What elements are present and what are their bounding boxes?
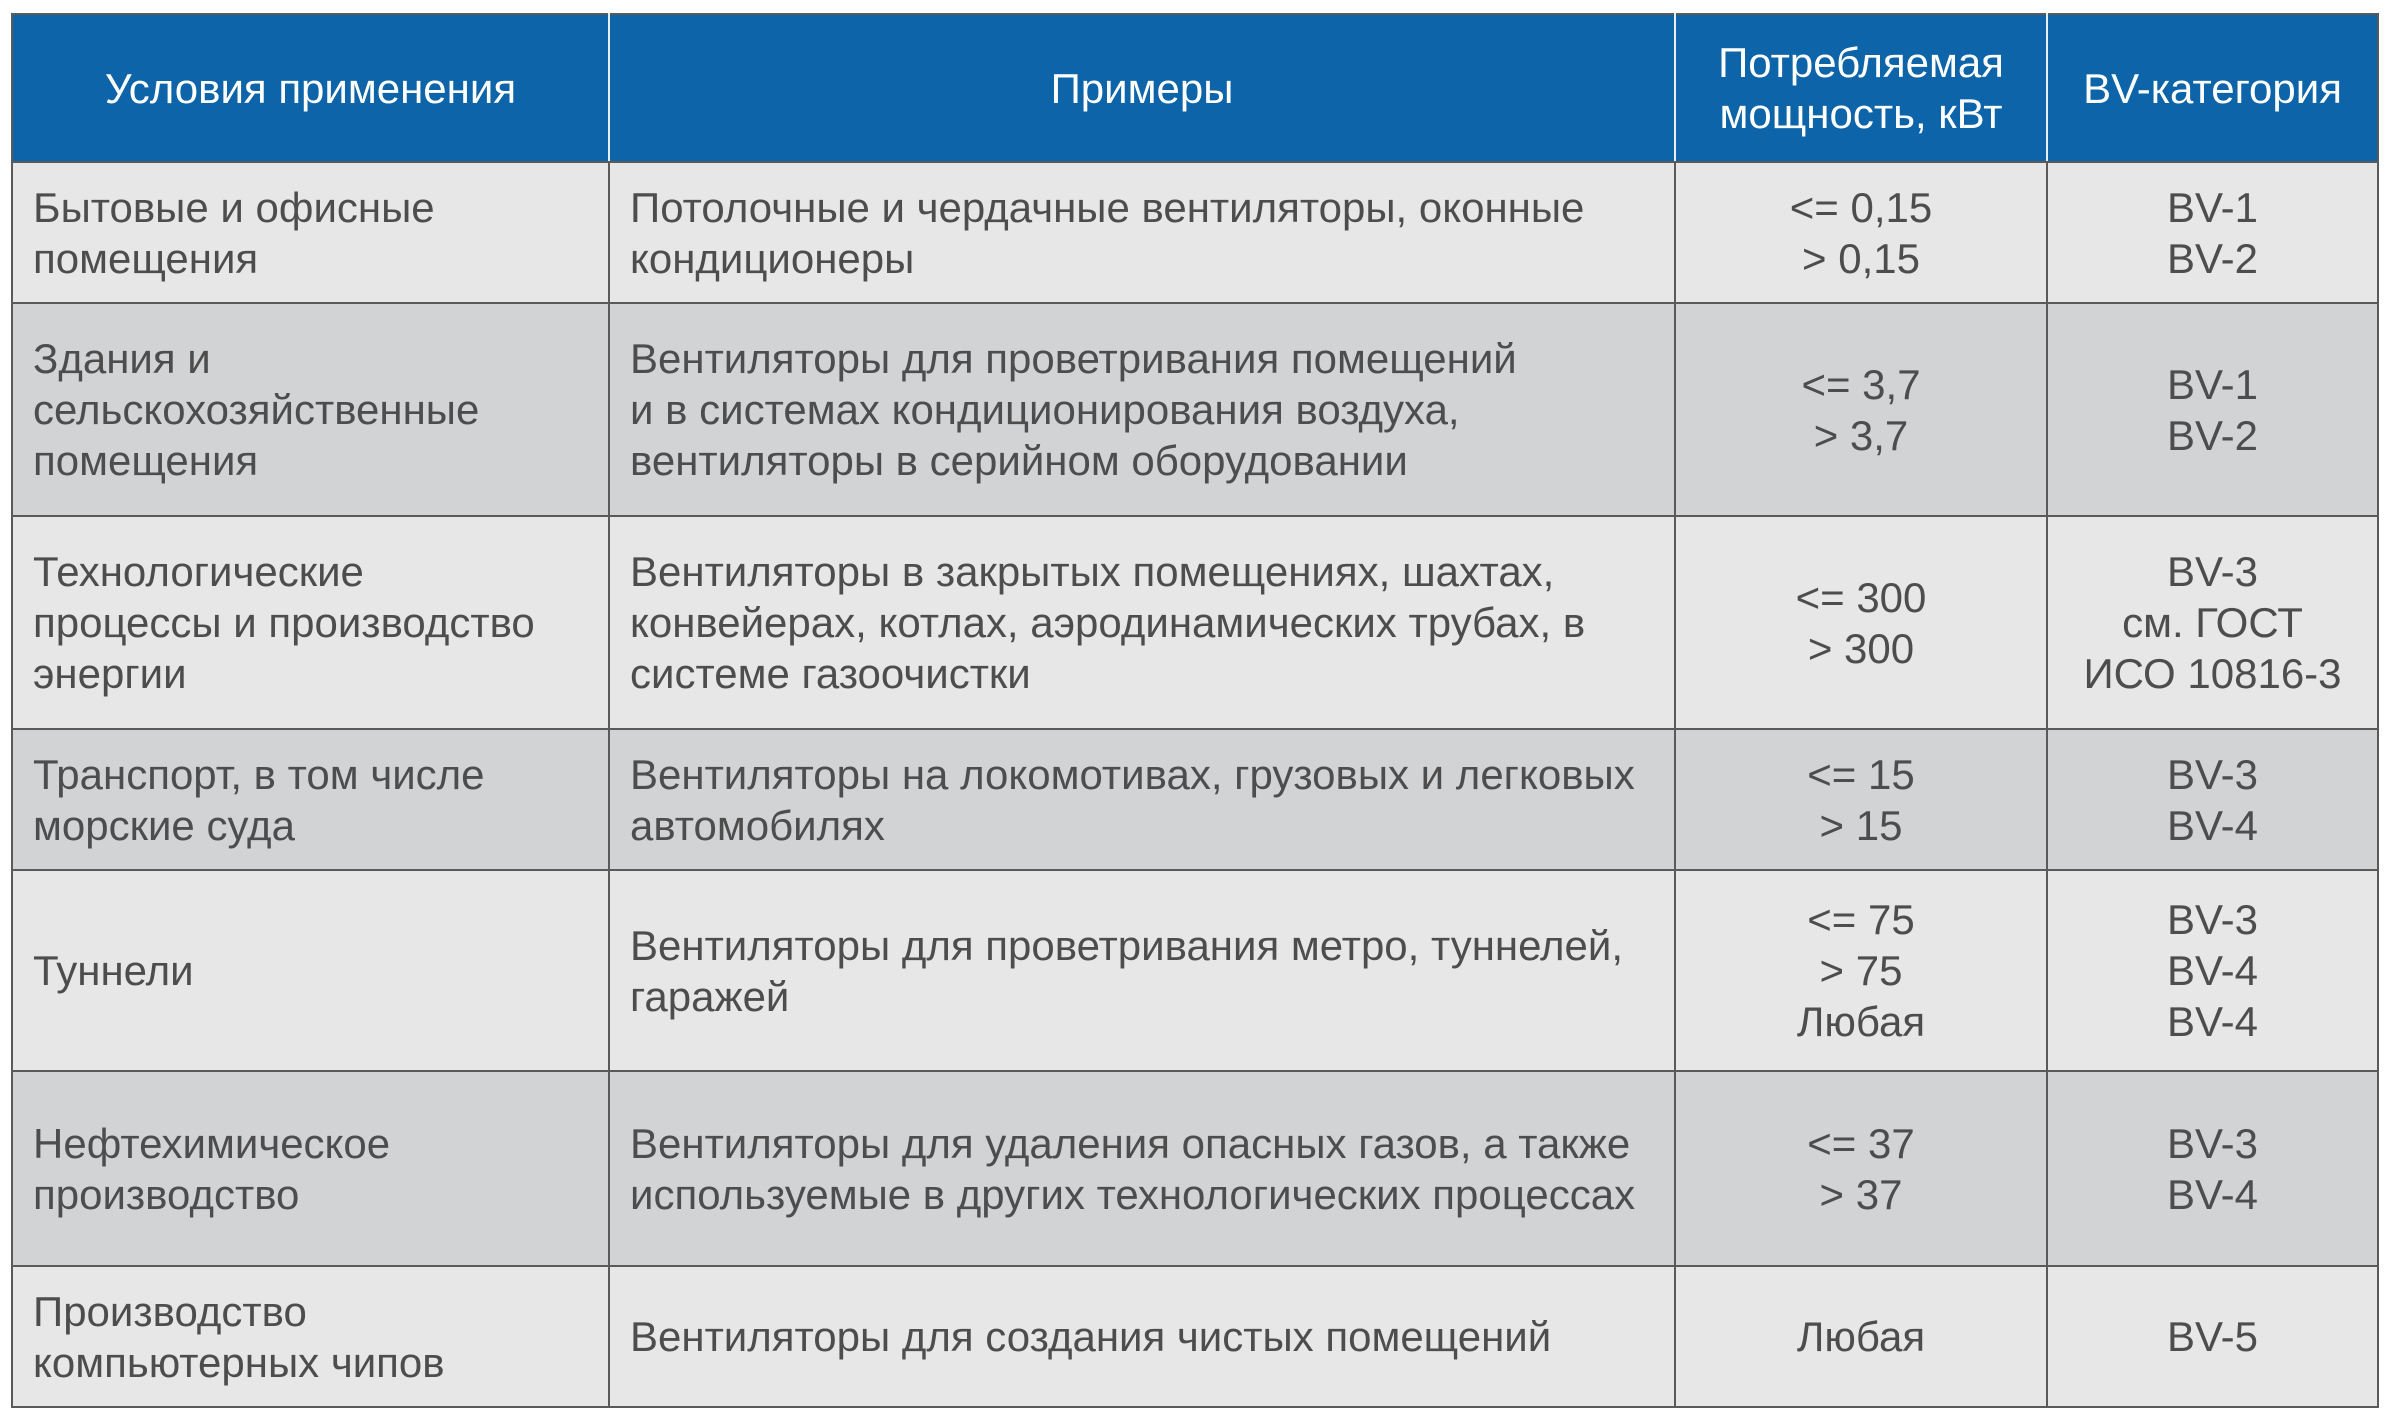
power-cell bbox=[1675, 1071, 2047, 1266]
examples-cell bbox=[609, 1071, 1675, 1266]
condition-line: компьютерных чипов bbox=[33, 1338, 445, 1386]
table-row bbox=[12, 870, 2378, 1071]
examples-cell bbox=[609, 516, 1675, 729]
examples-line: и в системах кондиционирования воздуха, bbox=[630, 386, 1460, 433]
condition-cell bbox=[12, 729, 609, 870]
condition-line: Туннели bbox=[33, 947, 194, 994]
power-line: <= 3,7 bbox=[1801, 360, 1921, 408]
power-line: <= 15 bbox=[1807, 750, 1915, 798]
category-cell bbox=[2047, 516, 2378, 729]
category-line: BV-4 bbox=[2166, 801, 2259, 849]
table-row bbox=[12, 1071, 2378, 1266]
header-category: BV-категория bbox=[2047, 14, 2378, 162]
power-line: <= 0,15 bbox=[1789, 183, 1933, 231]
category-line: BV-3 bbox=[2166, 896, 2259, 943]
power-line: > 15 bbox=[1819, 801, 1903, 849]
examples-line: Вентиляторы для создания чистых помещений bbox=[630, 1313, 1552, 1360]
examples-line: гаражей bbox=[630, 972, 790, 1020]
examples-cell bbox=[609, 162, 1675, 303]
table-row bbox=[12, 162, 2378, 303]
category-cell bbox=[2047, 1266, 2378, 1407]
examples-line: Вентиляторы для проветривания помещений bbox=[630, 335, 1517, 382]
category-cell bbox=[2047, 303, 2378, 516]
category-line: BV-3 bbox=[2166, 1119, 2259, 1167]
condition-cell bbox=[12, 870, 609, 1071]
examples-line: системе газоочистки bbox=[630, 650, 1031, 697]
examples-line: конвейерах, котлах, аэродинамических трубах, в bbox=[630, 599, 1586, 646]
condition-line: производство bbox=[33, 1170, 300, 1218]
category-line: ИСО 10816-3 bbox=[2083, 650, 2342, 697]
category-line: BV-2 bbox=[2166, 411, 2259, 459]
power-line: Любая bbox=[1796, 1313, 1926, 1360]
condition-line: Нефтехимическое bbox=[33, 1119, 391, 1167]
category-cell bbox=[2047, 870, 2378, 1071]
category-cell bbox=[2047, 729, 2378, 870]
condition-line: Здания и bbox=[33, 335, 211, 382]
header-power-line-1: Потребляемая bbox=[1718, 39, 2004, 86]
examples-line: используемые в других технологических процессах bbox=[630, 1170, 1636, 1218]
header-conditions: Условия применения bbox=[12, 14, 609, 162]
header-power bbox=[1675, 14, 2047, 162]
category-cell bbox=[2047, 1071, 2378, 1266]
category-line: BV-2 bbox=[2166, 234, 2259, 282]
table-header bbox=[12, 14, 2378, 162]
power-line: <= 37 bbox=[1807, 1119, 1915, 1167]
category-line: BV-1 bbox=[2166, 183, 2259, 231]
condition-line: сельскохозяйственные bbox=[33, 386, 480, 433]
condition-line: Технологические bbox=[33, 548, 364, 595]
table-row bbox=[12, 303, 2378, 516]
examples-line: Вентиляторы в закрытых помещениях, шахтах, bbox=[630, 548, 1555, 595]
power-line: > 37 bbox=[1819, 1170, 1903, 1218]
category-line: BV-4 bbox=[2166, 998, 2259, 1045]
condition-line: морские суда bbox=[33, 801, 295, 849]
condition-cell bbox=[12, 516, 609, 729]
condition-line: энергии bbox=[33, 650, 187, 697]
power-cell bbox=[1675, 303, 2047, 516]
condition-cell bbox=[12, 162, 609, 303]
power-line: > 0,15 bbox=[1802, 234, 1920, 282]
header-row bbox=[12, 14, 2378, 162]
table-row bbox=[12, 1266, 2378, 1407]
condition-line: Транспорт, в том числе bbox=[33, 750, 485, 798]
condition-line: помещения bbox=[33, 234, 259, 282]
power-line: <= 75 bbox=[1807, 896, 1915, 943]
examples-cell bbox=[609, 1266, 1675, 1407]
bv-category-table bbox=[11, 13, 2379, 1408]
table-row bbox=[12, 729, 2378, 870]
category-line: BV-5 bbox=[2166, 1313, 2259, 1360]
examples-line: Вентиляторы для проветривания метро, туннелей, bbox=[630, 921, 1624, 969]
power-cell bbox=[1675, 729, 2047, 870]
header-examples: Примеры bbox=[609, 14, 1675, 162]
examples-line: Вентиляторы на локомотивах, грузовых и легковых bbox=[630, 750, 1635, 798]
header-power-line-2: мощность, кВт bbox=[1719, 90, 2003, 137]
category-line: BV-4 bbox=[2166, 1170, 2259, 1218]
power-cell bbox=[1675, 162, 2047, 303]
condition-line: Бытовые и офисные bbox=[33, 183, 435, 231]
examples-line: кондиционеры bbox=[630, 234, 915, 282]
examples-line: Вентиляторы для удаления опасных газов, а также bbox=[630, 1119, 1631, 1167]
power-line: > 75 bbox=[1819, 947, 1903, 994]
examples-cell bbox=[609, 303, 1675, 516]
category-cell bbox=[2047, 162, 2378, 303]
condition-cell bbox=[12, 1071, 609, 1266]
category-line: BV-1 bbox=[2166, 360, 2259, 408]
condition-cell bbox=[12, 303, 609, 516]
power-line: <= 300 bbox=[1795, 573, 1927, 621]
examples-line: автомобилях bbox=[630, 801, 885, 849]
table-row bbox=[12, 516, 2378, 729]
examples-line: вентиляторы в серийном оборудовании bbox=[630, 437, 1408, 484]
examples-line: Потолочные и чердачные вентиляторы, оконные bbox=[630, 183, 1585, 231]
examples-cell bbox=[609, 870, 1675, 1071]
category-line: BV-3 bbox=[2166, 548, 2259, 595]
condition-cell bbox=[12, 1266, 609, 1407]
category-line: BV-3 bbox=[2166, 750, 2259, 798]
power-cell bbox=[1675, 1266, 2047, 1407]
condition-line: Производство bbox=[33, 1287, 307, 1335]
examples-cell bbox=[609, 729, 1675, 870]
power-cell bbox=[1675, 870, 2047, 1071]
condition-line: помещения bbox=[33, 437, 259, 484]
power-line: > 300 bbox=[1807, 624, 1915, 672]
bv-category-table-container bbox=[11, 13, 2377, 1408]
power-line: Любая bbox=[1796, 998, 1926, 1045]
condition-line: процессы и производство bbox=[33, 599, 535, 646]
power-line: > 3,7 bbox=[1813, 411, 1909, 459]
category-line: см. ГОСТ bbox=[2122, 599, 2303, 646]
table-body bbox=[12, 162, 2378, 1407]
power-cell bbox=[1675, 516, 2047, 729]
category-line: BV-4 bbox=[2166, 947, 2259, 994]
